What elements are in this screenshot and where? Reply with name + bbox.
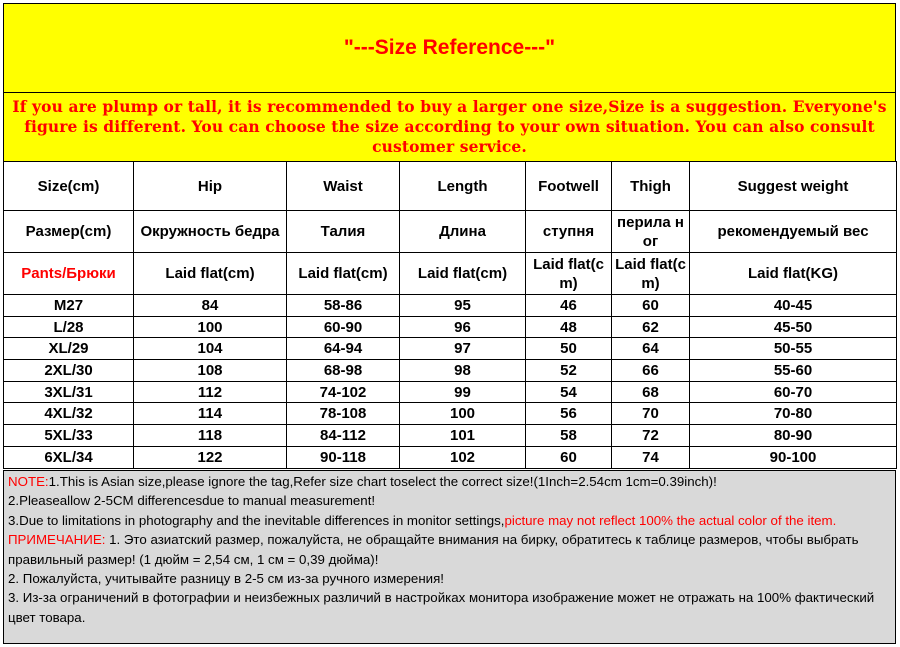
table-cell: 50-55: [690, 338, 897, 360]
table-row: [4, 316, 897, 338]
table-row: [4, 446, 897, 468]
measurement-type-row: [4, 253, 897, 295]
table-cell: 45-50: [690, 316, 897, 338]
table-cell: 80-90: [690, 425, 897, 447]
ru-note-3: 3. Из-за ограничений в фотографии и неизбежных различий в настройках монитора изображение может не отражать на 100% фактический цвет товара.: [8, 590, 875, 625]
pants-label: Pants/Брюки: [4, 253, 134, 295]
ru-note-text: 1. Это азиатский размер, пожалуйста, не обращайте внимания на бирку, обратитесь к таблице размеров, чтобы выбрать правильный размер! (1 дюйм = 2,54 см, 1 см = 0,39 дюйма)!: [8, 532, 859, 567]
table-cell: 100: [400, 403, 526, 425]
table-cell: 55-60: [690, 360, 897, 382]
header-cell: Length: [400, 162, 526, 211]
table-cell: 95: [400, 295, 526, 317]
table-cell: 74: [612, 446, 690, 468]
russian-header-cell: перила ног: [612, 211, 690, 253]
header-cell: Suggest weight: [690, 162, 897, 211]
table-cell: 78-108: [287, 403, 400, 425]
table-cell: 70-80: [690, 403, 897, 425]
table-cell: 108: [134, 360, 287, 382]
table-cell: 60-90: [287, 316, 400, 338]
table-cell: 50: [526, 338, 612, 360]
ru-note-2: 2. Пожалуйста, учитывайте разницу в 2-5 см из-за ручного измерения!: [8, 571, 444, 587]
table-cell: 97: [400, 338, 526, 360]
table-cell: 118: [134, 425, 287, 447]
table-row: [4, 338, 897, 360]
table-cell: 46: [526, 295, 612, 317]
table-cell: 66: [612, 360, 690, 382]
measurement-type-cell: Laid flat(KG): [690, 253, 897, 295]
note-3: [8, 511, 891, 530]
table-cell: 70: [612, 403, 690, 425]
table-cell: 122: [134, 446, 287, 468]
table-cell: 56: [526, 403, 612, 425]
measurement-type-cell: Laid flat(cm): [134, 253, 287, 295]
russian-header-cell: Длина: [400, 211, 526, 253]
size-table: [3, 161, 897, 469]
size-cell: 3XL/31: [4, 381, 134, 403]
table-cell: 84-112: [287, 425, 400, 447]
table-row: [4, 403, 897, 425]
note-1: [8, 472, 891, 491]
header-cell: Footwell: [526, 162, 612, 211]
table-cell: 54: [526, 381, 612, 403]
page-title: "---Size Reference---": [343, 36, 556, 59]
table-cell: 62: [612, 316, 690, 338]
table-cell: 74-102: [287, 381, 400, 403]
table-cell: 48: [526, 316, 612, 338]
note-text: 1.This is Asian size,please ignore the tag,Refer size chart toselect the correct size!(1Inch=2.54cm 1cm=0.39inch)!: [48, 474, 717, 489]
table-cell: 58: [526, 425, 612, 447]
table-cell: 58-86: [287, 295, 400, 317]
table-cell: 100: [134, 316, 287, 338]
advice-banner: [3, 92, 896, 162]
table-cell: 60: [612, 295, 690, 317]
table-cell: 60-70: [690, 381, 897, 403]
russian-header-cell: Окружность бедра: [134, 211, 287, 253]
size-cell: 5XL/33: [4, 425, 134, 447]
table-cell: 84: [134, 295, 287, 317]
size-cell: L/28: [4, 316, 134, 338]
measurement-type-cell: Laid flat(cm): [612, 253, 690, 295]
size-cell: 6XL/34: [4, 446, 134, 468]
note-label: NOTE:: [8, 474, 49, 489]
table-cell: 99: [400, 381, 526, 403]
header-row: [4, 162, 897, 211]
table-row: [4, 295, 897, 317]
table-cell: 101: [400, 425, 526, 447]
table-cell: 60: [526, 446, 612, 468]
table-row: [4, 381, 897, 403]
russian-header-row: [4, 211, 897, 253]
notes-panel: [3, 470, 896, 644]
color-warning: picture may not reflect 100% the actual color of the item.: [504, 512, 837, 528]
ru-note-label: ПРИМЕЧАНИЕ:: [8, 532, 106, 548]
table-cell: 114: [134, 403, 287, 425]
table-cell: 102: [400, 446, 526, 468]
size-cell: 4XL/32: [4, 403, 134, 425]
note-text: 3.Due to limitations in photography and the inevitable differences in monitor settings,: [8, 512, 505, 528]
size-cell: XL/29: [4, 338, 134, 360]
table-cell: 96: [400, 316, 526, 338]
russian-header-cell: рекомендуемый вес: [690, 211, 897, 253]
measurement-type-cell: Laid flat(cm): [526, 253, 612, 295]
measurement-type-cell: Laid flat(cm): [400, 253, 526, 295]
table-cell: 68: [612, 381, 690, 403]
table-cell: 64-94: [287, 338, 400, 360]
advice-text: If you are plump or tall, it is recommended to buy a larger one size,Size is a suggestion. Everyone's figure is different. You can choose the size according to your own situation. You can also consult customer service.: [12, 97, 887, 156]
table-cell: 68-98: [287, 360, 400, 382]
table-cell: 52: [526, 360, 612, 382]
table-row: [4, 360, 897, 382]
size-cell: 2XL/30: [4, 360, 134, 382]
table-cell: 40-45: [690, 295, 897, 317]
title-banner: [3, 3, 896, 93]
russian-header-cell: ступня: [526, 211, 612, 253]
header-cell: Thigh: [612, 162, 690, 211]
table-cell: 90-118: [287, 446, 400, 468]
note-2: 2.Pleaseallow 2-5CM differencesdue to manual measurement!: [8, 493, 376, 509]
size-rows: [4, 295, 897, 469]
size-cell: M27: [4, 295, 134, 317]
header-cell: Size(cm): [4, 162, 134, 211]
table-cell: 104: [134, 338, 287, 360]
header-cell: Waist: [287, 162, 400, 211]
table-cell: 112: [134, 381, 287, 403]
russian-header-cell: Талия: [287, 211, 400, 253]
table-cell: 64: [612, 338, 690, 360]
ru-note-1: [8, 530, 891, 569]
table-row: [4, 425, 897, 447]
russian-header-cell: Размер(cm): [4, 211, 134, 253]
table-cell: 98: [400, 360, 526, 382]
measurement-type-cell: Laid flat(cm): [287, 253, 400, 295]
table-cell: 90-100: [690, 446, 897, 468]
header-cell: Hip: [134, 162, 287, 211]
table-cell: 72: [612, 425, 690, 447]
